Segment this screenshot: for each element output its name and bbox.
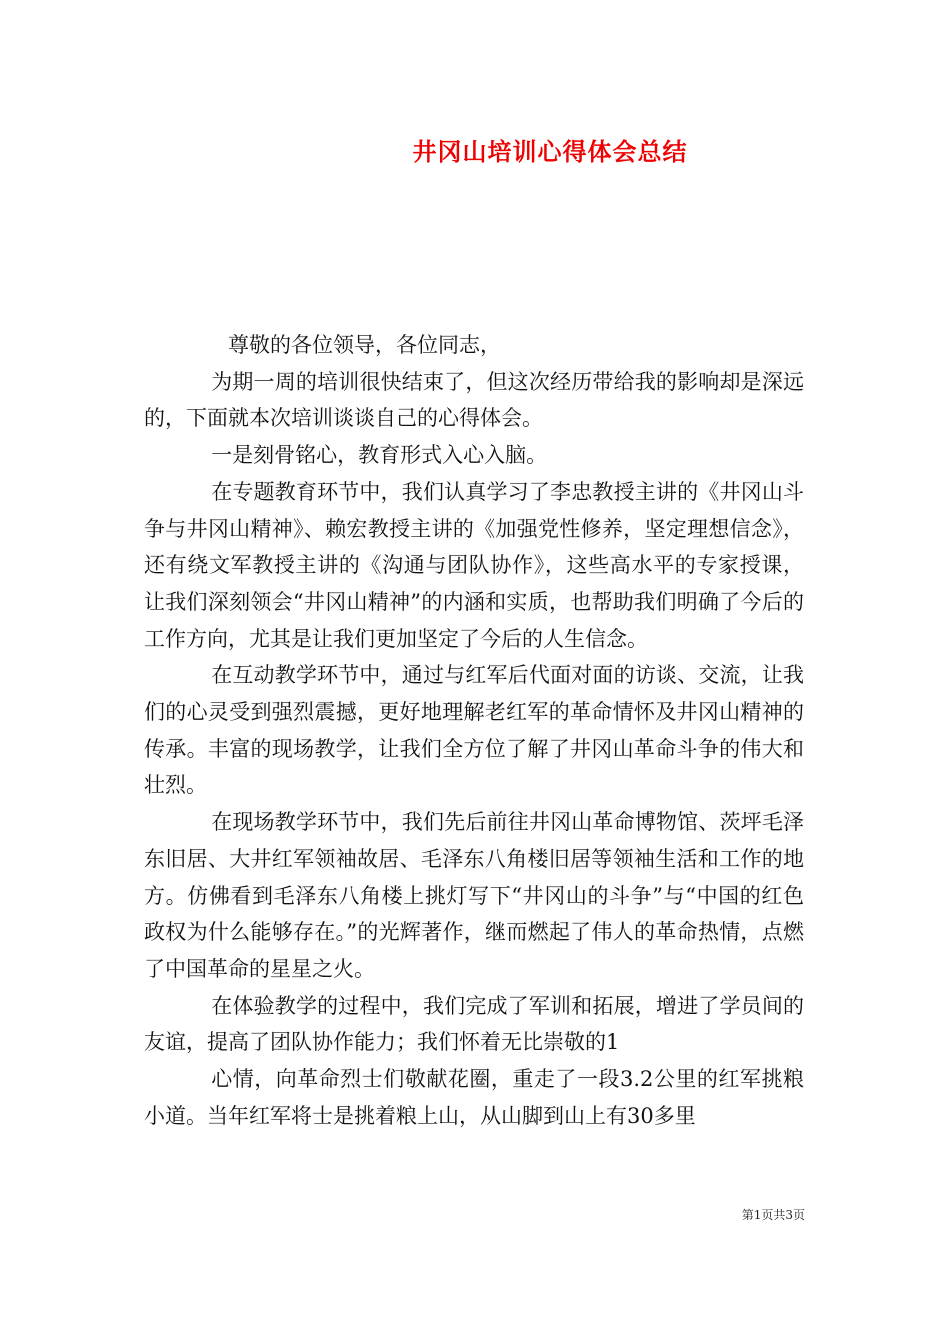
page-number-label: 第1页共3页 — [741, 1208, 805, 1222]
document-title: 井冈山培训心得体会总结 — [412, 137, 688, 166]
body-paragraph: 心情，向革命烈士们敬献花圈，重走了一段3.2公里的红军挑粮小道。当年红军将士是挑着粮上山，从山脚到山上有30多里 — [144, 1067, 804, 1128]
greeting-paragraph: 尊敬的各位领导，各位同志， — [228, 333, 501, 357]
body-paragraph: 在互动教学环节中，通过与红军后代面对面的访谈、交流，让我们的心灵受到强烈震撼，更好地理解老红军的革命情怀及井冈山精神的传承。丰富的现场教学，让我们全方位了解了井冈山革命斗争的伟大和壮烈。 — [144, 663, 804, 798]
body-paragraph: 在专题教育环节中，我们认真学习了李忠教授主讲的《井冈山斗争与井冈山精神》、赖宏教授主讲的《加强党性修养，坚定理想信念》，还有绕文军教授主讲的《沟通与团队协作》，这些高水平的专家授课，让我们深刻领会“井冈山精神”的内涵和实质，也帮助我们明确了今后的工作方向，尤其是让我们更加坚定了今后的人生信念。 — [144, 479, 804, 651]
body-paragraph: 在体验教学的过程中，我们完成了军训和拓展，增进了学员间的友谊，提高了团队协作能力；我们怀着无比崇敬的1 — [144, 993, 804, 1055]
body-paragraph: 在现场教学环节中，我们先后前往井冈山革命博物馆、茨坪毛泽东旧居、大井红军领袖故居、毛泽东八角楼旧居等领袖生活和工作的地方。仿佛看到毛泽东八角楼上挑灯写下“井冈山的斗争”与“中国的红色政权为什么能够存在。”的光辉著作，继而燃起了伟人的革命热情，点燃了中国革命的星星之火。 — [144, 810, 804, 981]
page-number-footer — [742, 1206, 805, 1223]
body-paragraph: 为期一周的培训很快结束了，但这次经历带给我的影响却是深远的，下面就本次培训谈谈自己的心得体会。 — [144, 369, 804, 431]
document-body — [144, 327, 804, 1134]
section-heading-paragraph: 一是刻骨铭心，教育形式入心入脑。 — [211, 443, 548, 468]
